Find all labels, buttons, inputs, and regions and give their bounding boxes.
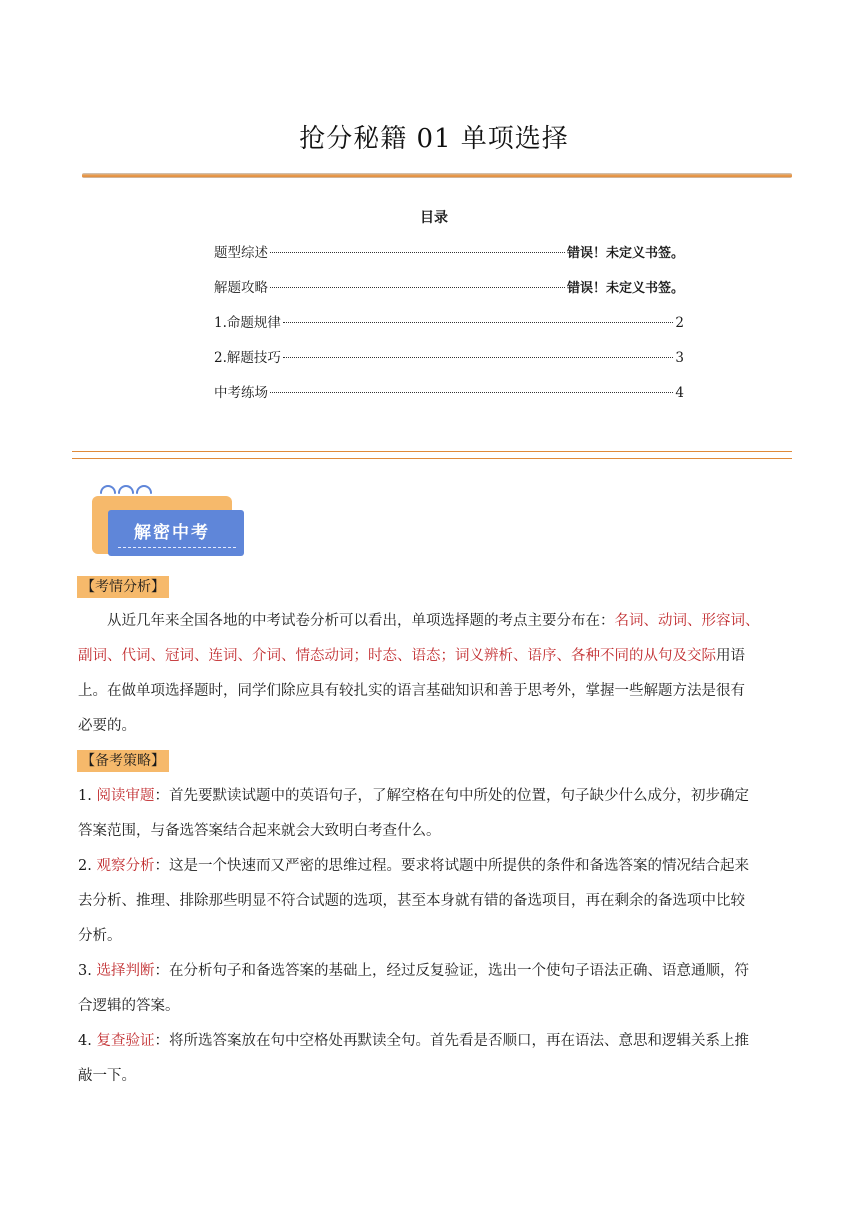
toc-leader-dots — [270, 252, 565, 253]
toc-leader-dots — [270, 392, 673, 393]
toc-entry-label: 2.解题技巧 — [214, 350, 281, 366]
strategy-item: 4. 复查验证：将所选答案放在句中空格处再默读全句。首先看是否顺口，再在语法、意思和逻辑关系上推 敲一下。 — [78, 1033, 749, 1084]
toc-leader-dots — [283, 357, 674, 358]
section-label-strategy: 【备考策略】 — [77, 750, 169, 772]
document-title: 抢分秘籍 01 单项选择 — [299, 124, 569, 154]
toc-entry-page: 4 — [675, 385, 684, 401]
item-number: 3. — [78, 963, 97, 979]
item-number: 1. — [78, 788, 97, 804]
item-number: 4. — [78, 1033, 97, 1049]
keyword-text: 副词、代词、冠词、连词、介词、情态动词；时态、语态；词义辨析、语序、各种不同的从句及交际 — [78, 648, 716, 664]
strategy-item: 1. 阅读审题：首先要默读试题中的英语句子，了解空格在句中所处的位置，句子缺少什么成分，初步确定 答案范围，与备选答案结合起来就会大致明白考查什么。 — [78, 788, 749, 839]
strategy-item: 3. 选择判断：在分析句子和备选答案的基础上，经过反复验证，选出一个使句子语法正确、语意通顺，符 合逻辑的答案。 — [78, 963, 749, 1014]
toc-entry-label: 1.命题规律 — [214, 315, 281, 331]
toc-entry-page: 错误！未定义书签。 — [566, 246, 684, 261]
toc-entry-label: 题型综述 — [214, 245, 268, 261]
title-underline — [82, 173, 792, 178]
item-number: 2. — [78, 858, 97, 874]
section-divider — [72, 451, 792, 459]
strategy-keyword: 观察分析 — [96, 858, 155, 874]
toc-entry[interactable] — [214, 311, 684, 331]
toc-entry-page: 3 — [675, 350, 684, 366]
toc-entry-label: 中考练场 — [214, 385, 268, 401]
toc-entry-page: 2 — [675, 315, 684, 331]
toc-leader-dots — [270, 287, 565, 288]
toc-entry[interactable] — [214, 276, 684, 296]
toc-entry[interactable] — [214, 241, 684, 261]
toc-entry[interactable] — [214, 381, 684, 401]
strategy-keyword: 选择判断 — [96, 963, 155, 979]
analysis-paragraph: 从近几年来全国各地的中考试卷分析可以看出，单项选择题的考点主要分布在：名词、动词、形容词、 副词、代词、冠词、连词、介词、情态动词；时态、语态；词义辨析、语序、各种不同的从句及交际用语 上。在做单项选择题时，同学们除应具有较扎实的语言基础知识和善于思考外，掌握一些解题方法是很有 必要的。 — [78, 613, 760, 734]
toc-leader-dots — [283, 322, 674, 323]
strategy-keyword: 阅读审题 — [96, 788, 155, 804]
banner-title: 解密中考 — [108, 510, 244, 556]
strategy-keyword: 复查验证 — [96, 1033, 155, 1049]
toc-heading: 目录 — [420, 210, 448, 226]
toc-entry[interactable] — [214, 346, 684, 366]
section-banner — [92, 486, 252, 560]
section-label-analysis: 【考情分析】 — [77, 576, 169, 598]
strategy-item: 2. 观察分析：这是一个快速而又严密的思维过程。要求将试题中所提供的条件和备选答案的情况结合起来 去分析、推理、排除那些明显不符合试题的选项，甚至本身就有错的备选项目，再在剩余的备选项中比较 分析。 — [78, 858, 749, 944]
toc-entry-label: 解题攻略 — [214, 280, 268, 296]
keyword-text: 名词、动词、形容词、 — [614, 613, 760, 629]
toc-entry-page: 错误！未定义书签。 — [566, 281, 684, 296]
